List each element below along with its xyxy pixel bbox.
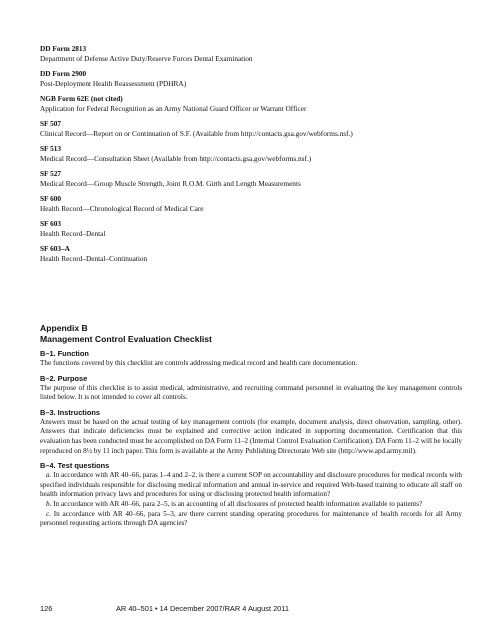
section-b2 — [40, 374, 462, 403]
form-description: Medical Record—Group Muscle Strength, Joint R.O.M. Girth and Length Measurements — [40, 179, 301, 188]
form-description: Health Record–Dental–Continuation — [40, 254, 148, 263]
section-b4 — [40, 461, 462, 529]
form-entry — [40, 44, 460, 64]
section-b3 — [40, 408, 462, 456]
form-entry — [40, 144, 460, 164]
form-entry — [40, 119, 460, 139]
form-description: Health Record–Dental — [40, 229, 106, 238]
test-question — [40, 510, 462, 529]
question-label: c. — [46, 509, 51, 518]
form-description: Application for Federal Recognition as an Army National Guard Officer or Warrant Officer — [40, 104, 307, 113]
section-heading: B–1. Function — [40, 349, 89, 358]
form-entry — [40, 194, 460, 214]
document-reference: AR 40–501 • 14 December 2007/RAR 4 August 2011 — [116, 604, 289, 613]
section-heading: B–2. Purpose — [40, 373, 88, 383]
form-id: SF 507 — [40, 119, 62, 128]
form-entry — [40, 69, 460, 89]
section-body: The functions covered by this checklist are controls addressing medical record and health care documentation. — [40, 359, 358, 367]
section-body: Answers must be based on the actual testing of key management controls (for example, document analysis, direct observation, sampling, other). Answers that indicate deficiencies must be explained and corrective action indicated in supporting documentation. Certification that this evaluation has been conducted must be accomplished on DA Form 11–2 (Internal Control Evaluation Certification). DA Form 11–2 will be locally reproduced on 8½ by 11 inch paper. This form is available at the Army Publishing Directorate Web site (http://www.apd.army.mil). — [40, 417, 462, 455]
form-id: DD Form 2813 — [40, 44, 87, 53]
form-id: SF 513 — [40, 144, 62, 153]
question-label: a. — [46, 471, 52, 480]
form-entry — [40, 169, 460, 189]
section-heading: B–4. Test questions — [40, 461, 110, 471]
question-text: In accordance with AR 40–66, para 5–3, are there current standing operating procedures for maintenance of health records for all Army personnel requesting actions through DA agencies? — [40, 509, 463, 528]
form-id: SF 603 — [40, 219, 62, 228]
question-text: In accordance with AR 40–66, paras 1–4 and 2–2, is there a current SOP on accountability and disclosure procedures for medical records with specified individuals responsible for disclosing medical information and annual in-service and required Web-based training to educate all staff on health information privacy laws and procedures for using or disclosing protected health information? — [40, 471, 462, 499]
form-entry — [40, 94, 460, 114]
form-id: DD Form 2900 — [40, 69, 87, 78]
form-entry — [40, 219, 460, 239]
appendix-b — [40, 323, 462, 531]
form-id: SF 527 — [40, 169, 62, 178]
question-text: In accordance with AR 40–66, para 2–5, is an accounting of all disclosures of protected health information available to patients? — [53, 499, 423, 508]
form-id: SF 603–A — [40, 244, 70, 253]
form-description: Health Record—Chronological Record of Medical Care — [40, 204, 204, 213]
test-question — [40, 471, 462, 500]
test-question — [40, 500, 462, 510]
question-label: b. — [46, 499, 52, 508]
section-heading: B–3. Instructions — [40, 407, 100, 417]
page-number: 126 — [40, 604, 53, 613]
form-id: NGB Form 62E (not cited) — [40, 94, 123, 103]
appendix-title-line1: Appendix B — [40, 323, 88, 333]
form-description: Department of Defense Active Duty/Reserve Forces Dental Examination — [40, 54, 253, 63]
appendix-title-line2: Management Control Evaluation Checklist — [40, 333, 212, 344]
appendix-title — [40, 323, 462, 344]
section-body: The purpose of this checklist is to assist medical, administrative, and recruiting command personnel in evaluating the key management controls listed below. It is not intended to cover all controls. — [40, 383, 462, 402]
form-description: Medical Record—Consultation Sheet (Available from http://contacts.gsa.gov/webforms.nsf.) — [40, 154, 312, 163]
section-b1 — [40, 349, 462, 369]
forms-list — [40, 44, 460, 269]
form-id: SF 600 — [40, 194, 62, 203]
form-entry — [40, 244, 460, 264]
form-description: Clinical Record—Report on or Continuation of S.F. (Available from http://contacts.gsa.gov/webforms.nsf.) — [40, 129, 353, 138]
form-description: Post-Deployment Health Reassessment (PDHRA) — [40, 79, 187, 88]
